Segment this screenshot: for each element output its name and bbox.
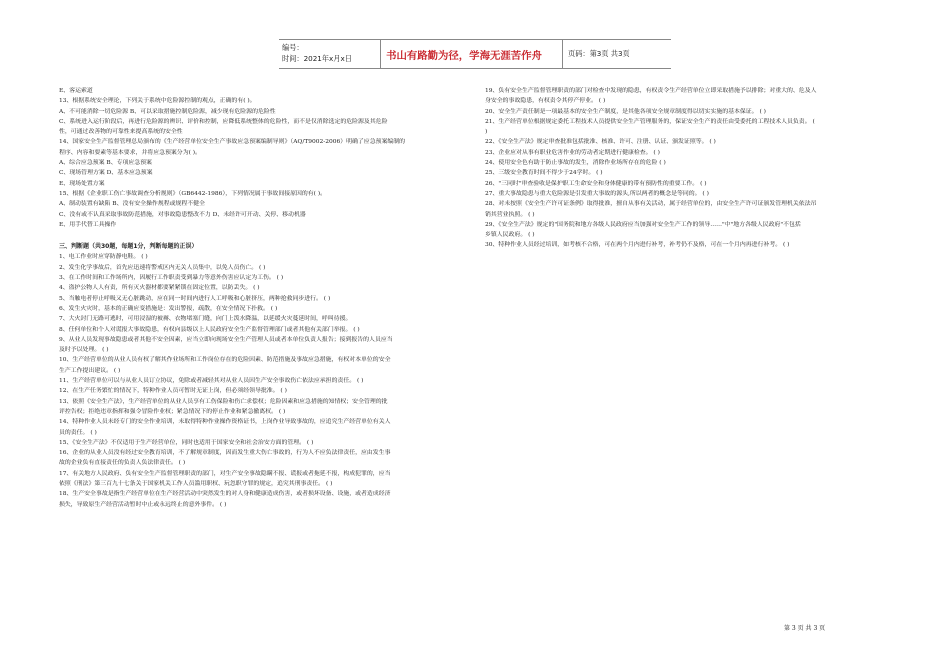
text-line: 4、盗护公物人人有责，所有灭火器材都要紧紧锁在固定位置，以防丢失。 ( ) (59, 285, 260, 292)
doc-date: 时间：2021年x月x日 (282, 54, 352, 63)
text-line: 29、《安全生产法》规定的"国务院和地方各级人民政府应当加强对安全生产工作的领导……"中"地方各级人民政府"不包括 (485, 221, 801, 228)
text-line: 28、对未按照《安全生产许可证条例》取得批准，擅自从事有关活动，属于经营单位的，由安全生产许可证颁发管理机关依法吊 (485, 201, 817, 208)
text-line: 24、使用安全色有助于防止事故的发生，消除作业场所存在的危险 ( ) (485, 160, 666, 167)
text-line: 26、"三同时"审查验收是保护职工生命安全和身体健康的带有预防性的重要工作。 ( ) (485, 180, 707, 187)
text-line: C、现场管理方案 D、基本应急预案 (59, 170, 153, 177)
footer-page-number: 第 3 页 共 3 页 (784, 625, 826, 632)
text-line: 生产工作提出建议。 ( ) (59, 367, 121, 374)
text-line: 故的企业负有直接责任的负责人负法律责任。 ( ) (59, 460, 186, 467)
page-header (279, 39, 671, 69)
text-line: 及时予以处理。 ( ) (59, 347, 109, 354)
text-line: A、综合应急预案 B、专项应急预案 (59, 160, 152, 167)
text-line: E、用手代替工具操作 (59, 221, 117, 228)
text-line: 损失，导致原生产经营活动暂时中止或永远终止的意外事件。 ( ) (59, 501, 227, 508)
text-line: 乡镇人民政府。 ( ) (485, 232, 535, 239)
text-line: 11、生产经营单位可以与从业人员订立协议，免除或者减轻其对从业人员因生产安全事故伤亡依法应承担的责任。 ( ) (59, 378, 364, 385)
text-line: 30、特种作业人员经过培训，如考核不合格，可在两个月内进行补考，补考仍不及格，可在一个月内再进行补考。 ( ) (485, 242, 790, 249)
text-line: 1、电工作业时应穿防静电鞋。 ( ) (59, 254, 148, 261)
text-line: 评控告权；拒绝违章指挥和强令冒险作业权；紧急情况下的停止作业和紧急撤离权。 ( ) (59, 408, 286, 415)
section-title: 三、判断题（共30题，每题1分，判断每题的正误） (59, 243, 198, 251)
text-line: 14、国家安全生产监督管理总局颁布的《生产经营单位安全生产事故应急预案编制导则》（AQ/T9002-2006）明确了应急预案编制的 (59, 139, 406, 146)
header-divider (380, 40, 381, 68)
text-line: 7、大火封门无路可逃时，可用浸湿的被褥、衣物堵塞门缝，向门上泼水降温，以延缓火灾蔓延时间，呼叫待援。 (59, 316, 352, 323)
header-page-number: 页码：第3页 共3页 (568, 49, 630, 58)
text-line: 19、负有安全生产监督管理职责的部门对检查中发现的隐患，有权责令生产经营单位立即采取措施予以排除；对重大的、危及人 (485, 88, 817, 94)
header-meta (282, 42, 352, 64)
text-line: 2、发生化学事故后，首先应迅速将警戒区内无关人员集中，以免人员伤亡。 ( ) (59, 264, 266, 271)
text-line: 3、在工作时间和工作场所内，因履行工作职责受到暴力等意外伤害应认定为工伤。 ( ) (59, 275, 284, 282)
text-line: 16、企业的从业人员没有经过安全教育培训，不了解规章制度，因而发生重大伤亡事故的，行为人不应负法律责任，应由发生事 (59, 450, 391, 457)
text-line: C、没有或不认真采取事故防范措施，对事故隐患整改不力 D、未经许可开动、关停、移动机器 (59, 211, 306, 218)
text-line: 21、生产经营单位根据规定委托工程技术人员提供安全生产管理服务的，保证安全生产的责任由受委托的工程技术人员负责。 ( (485, 118, 815, 125)
text-line: 员的责任。 ( ) (59, 429, 97, 436)
left-column (59, 86, 405, 510)
header-motto: 书山有路勤为径，学海无涯苦作舟 (386, 50, 542, 62)
text-line: 25、三级安全教育时间不得少于24学时。 ( ) (485, 170, 603, 177)
text-line: 6、发生火灾时，基本的正确应变措施是：发出警报，疏散，在安全情况下扑救。 ( ) (59, 305, 278, 312)
text-line: 12、在生产任务繁忙的情况下，特种作业人员可暂时无证上岗，但必须经领导批准。 ( ) (59, 388, 287, 395)
doc-number: 编号： (282, 43, 304, 52)
text-line: A、制动装置有缺陷 B、没有安全操作规程或规程不健全 (59, 201, 205, 208)
text-line: 程序、内容和要素等基本要求，并将应急预案分为( )。 (59, 149, 201, 156)
text-line: 18、生产安全事故是指生产经营单位在生产经营活动中突然发生的对人身和健康造成伤害，或者损坏设备、设施，或者造成经济 (59, 491, 391, 498)
text-line: 销其营业执照。 ( ) (485, 211, 535, 218)
text-line: 27、重大事故隐患与重大危险源是引发重大事故的源头,所以两者的概念是等同的。 ( ) (485, 190, 709, 197)
multiple-choice-block (59, 86, 405, 230)
true-false-block (59, 252, 405, 509)
text-line: ) (485, 129, 488, 136)
text-line: 15、《安全生产法》不仅适用于生产经营单位，同时也适用于国家安全和社会治安方面的管理。 ( ) (59, 439, 314, 446)
text-line: 9、从业人员发现事故隐患或者其他不安全因素，应当立即向现场安全生产管理人员或者本单位负责人报告；接到报告的人员应当 (59, 336, 393, 343)
text-line: 17、有关地方人民政府、负有安全生产监督管理职责的部门，对生产安全事故隐瞒不报、谎报或者拖延不报，构成犯罪的，应当 (59, 470, 391, 477)
text-line: E、现场处置方案 (59, 180, 105, 187)
header-divider (562, 40, 563, 68)
text-line: 15、根据《企业职工伤亡事故调查分析规则》（GB6442-1986），下列情况属于事故间接原因的有( )。 (59, 190, 327, 197)
text-line: 14、特种作业人员未经专门的安全作业培训，未取得特种作业操作资格证书，上岗作业导致事故的，应追究生产经营单位有关人 (59, 419, 391, 426)
text-line: 10、生产经营单位的从业人员有权了解其作业场所和工作岗位存在的危险因素、防范措施及事故应急措施，有权对本单位的安全 (59, 357, 391, 364)
text-line: A、不可能消除一切危险源 B、可以采取措施控制危险源，减少现有危险源的危险性 (59, 108, 276, 115)
text-line: 8、任何单位和个人对谎报大事故隐患，有权向县级以上人民政府安全生产监督管理部门或者其他有关部门举报。 ( ) (59, 326, 360, 333)
text-line: 13、根据系统安全理论，下列关于系统中危险源控制的观点，正确的有( )。 (59, 98, 256, 105)
text-line: 性，可通过改善物的可靠性来提高系统的安全性 (59, 129, 183, 136)
text-line: 依照《刑法》第三百九十七条关于国家机关工作人员滥用职权、玩忽职守罪的规定，追究其刑事责任。 ( ) (59, 480, 333, 487)
text-line: C、系统进入运行阶段后，再进行危险源的辨识、评价和控制，应降低系统整体的危险性，而不是仅消除选定的危险源及其危险 (59, 118, 388, 125)
text-line: 身安全的事故隐患，有权责令其停产停业。 ( ) (485, 98, 606, 105)
text-line: 20、安全生产责任制是一项最基本的安全生产制度，是其他各项安全规章制度得以切实实施的基本保证。 ( ) (485, 108, 766, 115)
text-line: 13、依照《安全生产法》，生产经营单位的从业人员享有工伤保险和伤亡求偿权；危险因素和应急措施的知情权；安全管理的批 (59, 398, 388, 405)
section-gap (59, 230, 405, 242)
text-line: 5、当触电者停止呼吸又无心脏跳动，应在同一时间内进行人工呼吸和心脏挤压，两种抢救同步进行。 ( ) (59, 295, 331, 302)
text-line: 22、《安全生产法》规定审查批准包括批准、核准、许可、注册、认证、颁发证照等。 ( ) (485, 139, 716, 146)
right-column (485, 86, 816, 251)
text-line: E、客运索道 (59, 88, 93, 94)
text-line: 23、企业应对从事有职业危害作业的劳动者定期进行健康检查。 ( ) (485, 149, 660, 156)
